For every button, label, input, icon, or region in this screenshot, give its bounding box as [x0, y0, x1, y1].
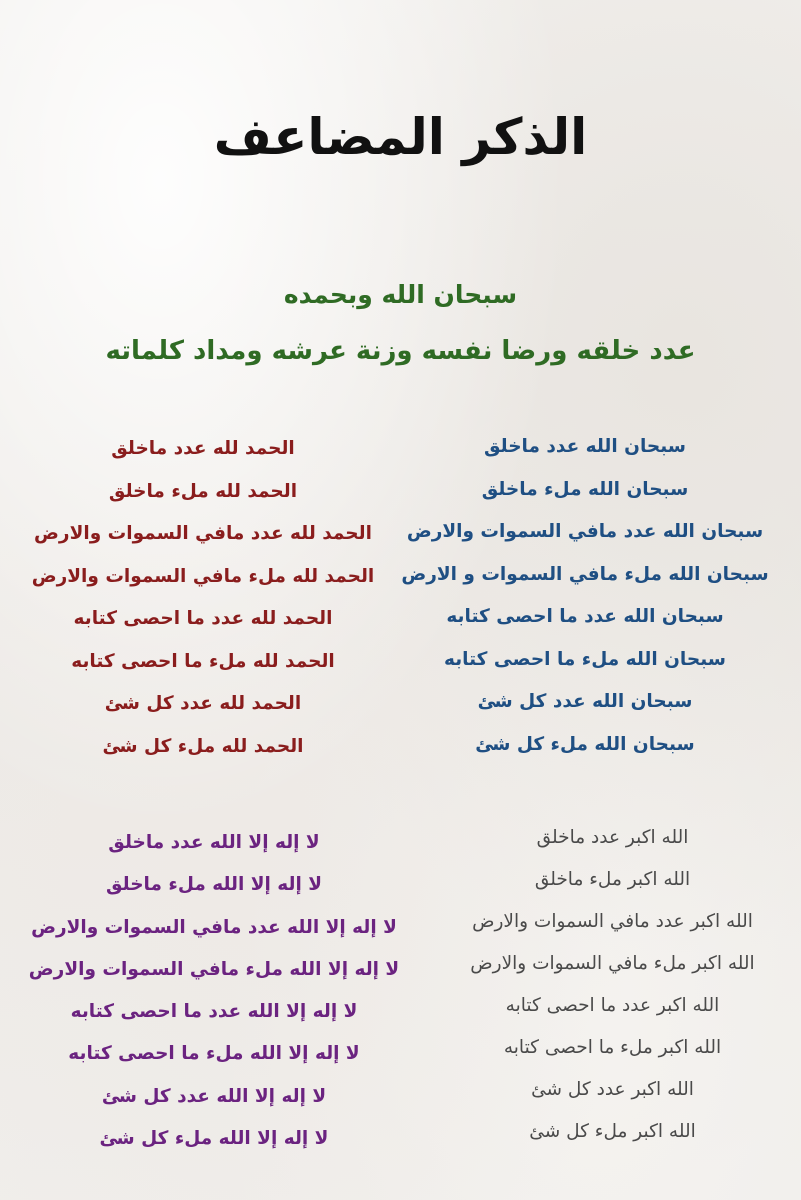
takbir-item: الله اكبر عدد ما احصى كتابه [505, 995, 720, 1016]
tahmid-item: الحمد لله عدد كل شئ [104, 693, 302, 714]
tasbih-item: سبحان الله ملء كل شئ [475, 733, 695, 755]
tahlil-list [14, 822, 414, 1160]
tahlil-item: لا إله إلا الله ملء ماخلق [105, 874, 323, 896]
takbir-item: الله اكبر عدد كل شئ [531, 1079, 694, 1100]
tahmid-item: الحمد لله ملء ماخلق [108, 480, 298, 502]
tasbih-item: سبحان الله عدد كل شئ [477, 691, 693, 712]
tasbih-item: سبحان الله عدد ماخلق [484, 436, 686, 457]
takbir-item: الله اكبر عدد ماخلق [536, 827, 689, 848]
tasbih-item: سبحان الله عدد مافي السموات والارض [406, 521, 764, 542]
tahmid-item: الحمد لله عدد ما احصى كتابه [73, 608, 333, 629]
tahmid-list [18, 428, 388, 768]
subtitle-line-1: سبحان الله وبحمده [283, 280, 518, 309]
tahmid-item: الحمد لله ملء ما احصى كتابه [71, 650, 335, 672]
tahlil-item: لا إله إلا الله عدد كل شئ [101, 1085, 327, 1107]
tasbih-list [400, 426, 770, 766]
takbir-item: الله اكبر عدد مافي السموات والارض [472, 911, 753, 932]
subtitle-line-2: عدد خلقه ورضا نفسه وزنة عرشه ومداد كلماته [105, 336, 696, 366]
tahlil-item: لا إله إلا الله ملء مافي السموات والارض [28, 958, 400, 980]
tahmid-item: الحمد لله ملء كل شئ [102, 735, 304, 757]
takbir-item: الله اكبر ملء مافي السموات والارض [470, 953, 755, 974]
tahmid-item: الحمد لله عدد ماخلق [111, 438, 295, 459]
tahlil-item: لا إله إلا الله عدد ما احصى كتابه [70, 1001, 358, 1023]
page-title: الذكر المضاعف [213, 108, 588, 166]
tahlil-item: لا إله إلا الله ملء ما احصى كتابه [68, 1043, 360, 1065]
tahmid-item: الحمد لله ملء مافي السموات والارض [31, 565, 375, 587]
tahmid-item: الحمد لله عدد مافي السموات والارض [34, 523, 372, 544]
tasbih-item: سبحان الله عدد ما احصى كتابه [446, 606, 724, 627]
takbir-list [440, 817, 785, 1153]
tahlil-item: لا إله إلا الله عدد ماخلق [108, 832, 320, 853]
tahlil-item: لا إله إلا الله عدد مافي السموات والارض [31, 916, 397, 938]
tasbih-item: سبحان الله ملء مافي السموات و الارض [401, 563, 769, 585]
takbir-item: الله اكبر ملء كل شئ [529, 1121, 696, 1142]
tahlil-item: لا إله إلا الله ملء كل شئ [99, 1128, 329, 1150]
tasbih-item: سبحان الله ملء ماخلق [481, 478, 689, 500]
takbir-item: الله اكبر ملء ما احصى كتابه [503, 1037, 722, 1058]
tasbih-item: سبحان الله ملء ما احصى كتابه [444, 648, 726, 670]
takbir-item: الله اكبر ملء ماخلق [534, 869, 691, 890]
